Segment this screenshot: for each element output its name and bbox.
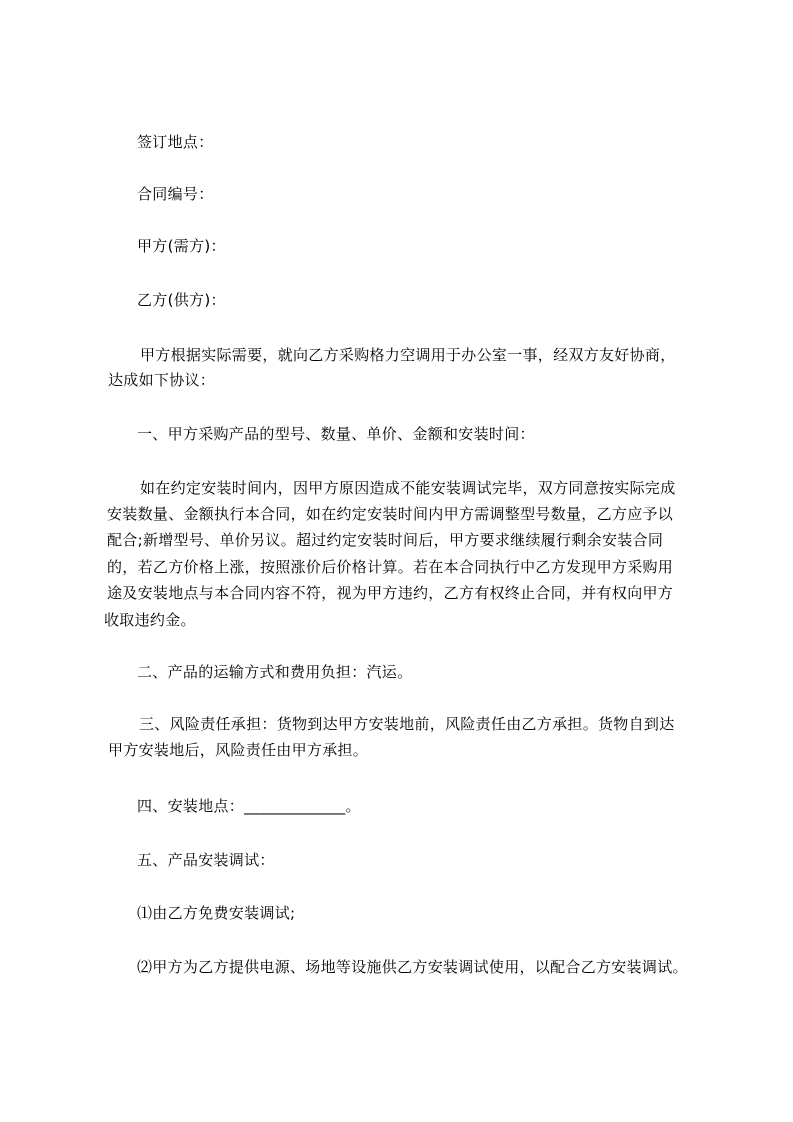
field-party-a: 甲方(需方)： bbox=[137, 237, 226, 255]
section4: 四、安装地点：_____________。 bbox=[137, 797, 361, 815]
field-party-b: 乙方(供方)： bbox=[137, 291, 226, 309]
section1-line: 配合;新增型号、单价另议。超过约定安装时间后，甲方要求继续履行剩余安装合同 bbox=[107, 531, 664, 549]
section3-line: 三、风险责任承担：货物到达甲方安装地前，风险责任由乙方承担。货物自到达 bbox=[139, 715, 675, 733]
section5-item: ⑴由乙方免费安装调试; bbox=[137, 904, 296, 922]
section1-line: 的，若乙方价格上涨，按照涨价后价格计算。若在本合同执行中乙方发现甲方采购用 bbox=[107, 558, 674, 576]
section2: 二、产品的运输方式和费用负担：汽运。 bbox=[137, 663, 413, 681]
section1-title: 一、甲方采购产品的型号、数量、单价、金额和安装时间： bbox=[137, 425, 535, 443]
section1-line: 安装数量、金额执行本合同，如在约定安装时间内甲方需调整型号数量，乙方应予以 bbox=[107, 505, 674, 523]
section1-line: 如在约定安装时间内，因甲方原因造成不能安装调试完毕，双方同意按实际完成 bbox=[140, 479, 676, 497]
field-signing-place: 签订地点： bbox=[137, 133, 214, 151]
field-contract-number: 合同编号： bbox=[137, 185, 214, 203]
section1-line: 途及安装地点与本合同内容不符，视为甲方违约，乙方有权终止合同，并有权向甲方 bbox=[107, 584, 674, 602]
section3-line: 甲方安装地后，风险责任由甲方承担。 bbox=[108, 741, 369, 759]
intro-line: 达成如下协议： bbox=[108, 371, 216, 389]
section5-item: ⑵甲方为乙方提供电源、场地等设施供乙方安装调试使用，以配合乙方安装调试。 bbox=[137, 958, 688, 976]
section5-title: 五、产品安装调试： bbox=[137, 851, 275, 869]
section1-line: 收取违约金。 bbox=[104, 611, 196, 629]
intro-line: 甲方根据实际需要，就向乙方采购格力空调用于办公室一事，经双方友好协商， bbox=[140, 346, 676, 364]
